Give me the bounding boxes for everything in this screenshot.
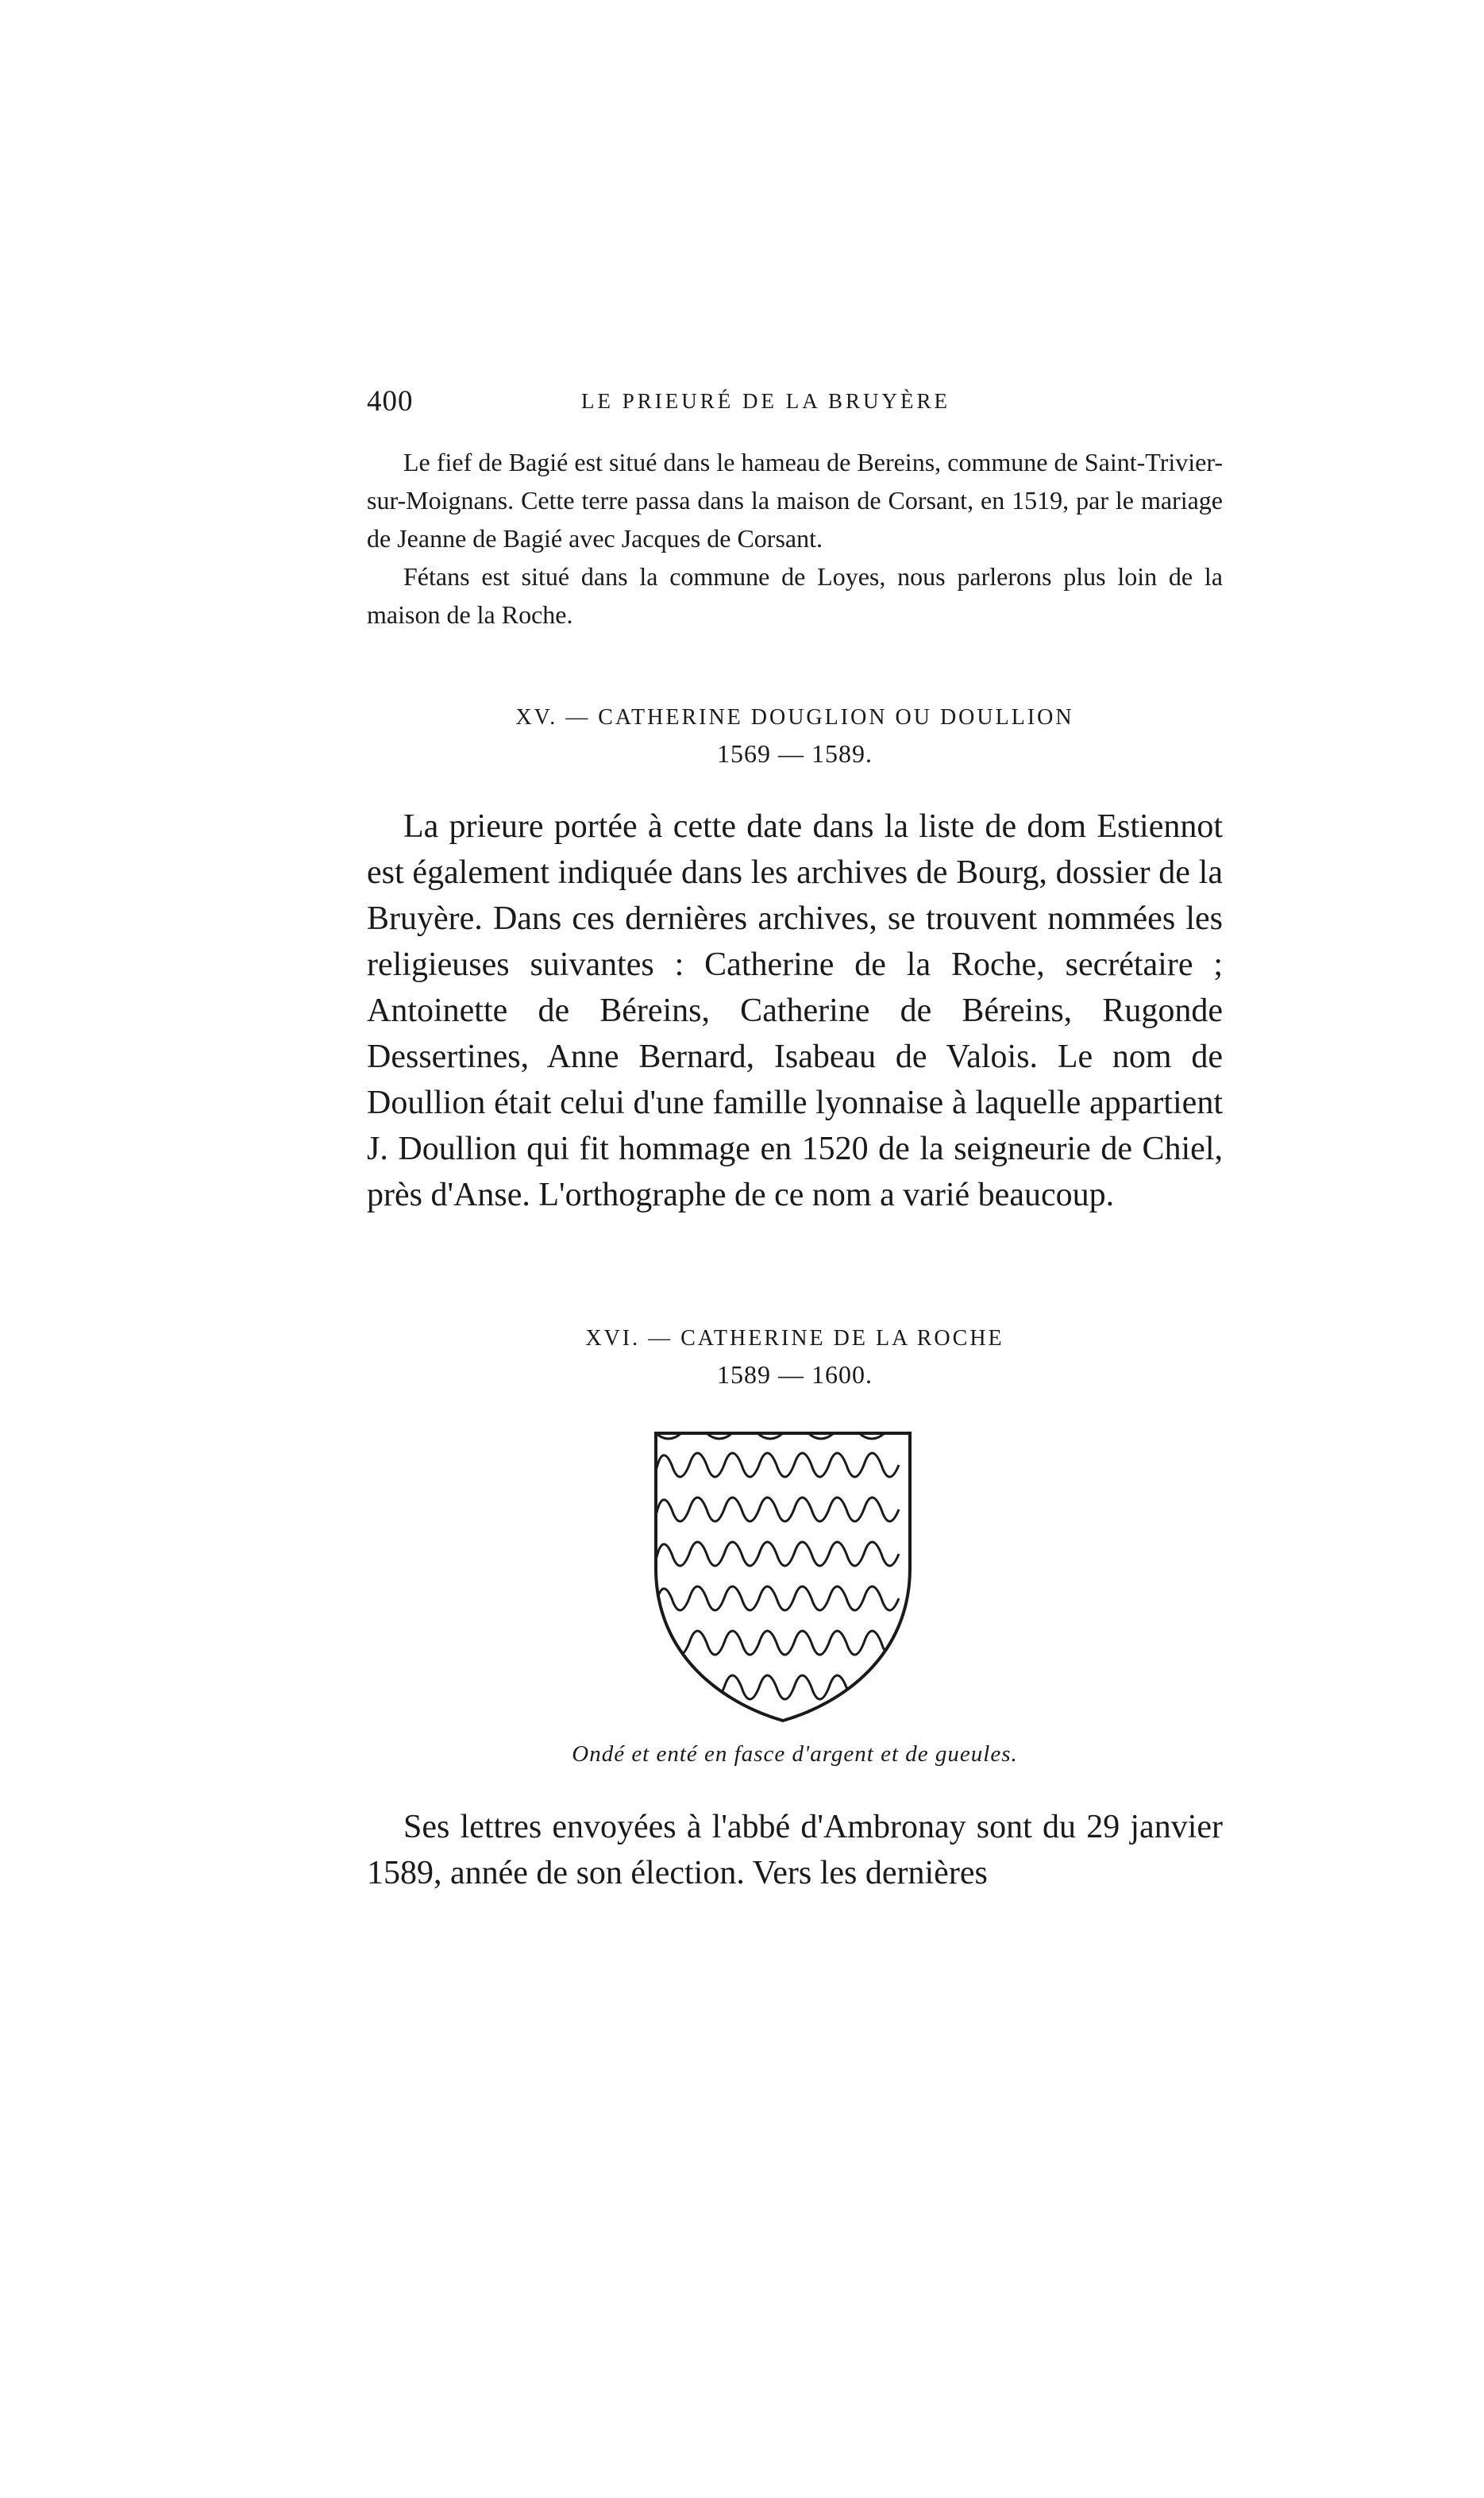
section-xvi-heading (367, 1321, 1223, 1393)
blazon-caption: Ondé et enté en fasce d'argent et de gueules. (572, 1741, 1018, 1767)
section-dates: 1569 — 1589. (717, 739, 873, 768)
footnote-paragraph: Le fief de Bagié est situé dans le hameau de Bereins, commune de Saint-Trivier-sur-Moignans. Cette terre passa dans la maison de Corsant, en 1519, par le mariage de Jeanne de Bagié avec Jacques de Corsant. (367, 448, 1223, 553)
section-title: XVI. — CATHERINE DE LA ROCHE (585, 1326, 1004, 1351)
section-dates: 1589 — 1600. (717, 1360, 873, 1389)
page-number: 400 (367, 385, 414, 418)
footnote-block (367, 443, 1223, 634)
body-paragraph: Ses lettres envoyées à l'abbé d'Ambronay sont du 29 janvier 1589, année de son élection. Vers les dernières (367, 1809, 1223, 1891)
section-xv-body (367, 804, 1223, 1218)
running-title: LE PRIEURÉ DE LA BRUYÈRE (581, 389, 950, 413)
section-xvi-body (367, 1804, 1223, 1896)
running-head (367, 384, 1223, 424)
body-paragraph: La prieure portée à cette date dans la liste de dom Estiennot est également indiquée dans les archives de Bourg, dossier de la Bruyère. Dans ces dernières archives, se trouvent nommées les religieuses suivantes : Catherine de la Roche, secrétaire ; Antoinette de Béreins, Catherine de Béreins, Rugonde Dessertines, Anne Bernard, Isabeau de Valois. Le nom de Doullion était celui d'une famille lyonnaise à laquelle appartient J. Doullion qui fit hommage en 1520 de la seigneurie de Chiel, près d'Anse. L'orthographe de ce nom a varié beaucoup. (367, 808, 1223, 1213)
coat-of-arms-icon (653, 1425, 913, 1725)
section-xv-heading (367, 700, 1223, 772)
section-title: XV. — CATHERINE DOUGLION OU DOULLION (515, 705, 1074, 730)
footnote-paragraph: Fétans est situé dans la commune de Loyes, nous parlerons plus loin de la maison de la Roche. (367, 562, 1223, 629)
